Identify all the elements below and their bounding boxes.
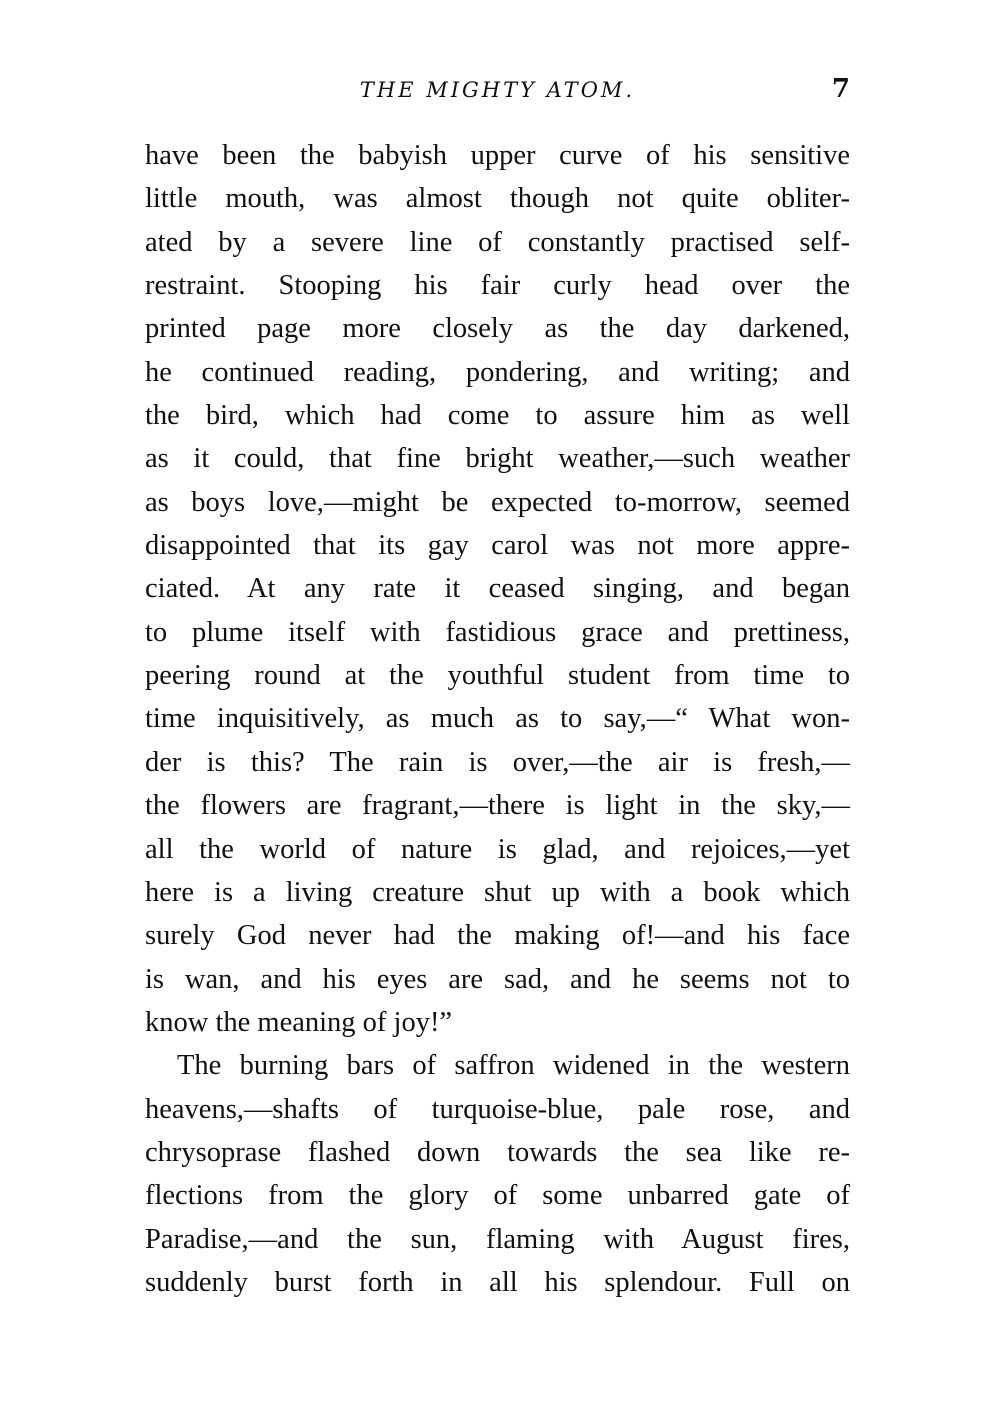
text-line: surely God never had the making of!—and his face (145, 920, 850, 952)
body-text (145, 134, 850, 1304)
text-line: printed page more closely as the day darkened, (145, 313, 850, 345)
page-number: 7 (831, 74, 850, 104)
text-line: disappointed that its gay carol was not more appre- (145, 530, 850, 562)
text-line: flections from the glory of some unbarred gate of (145, 1180, 850, 1212)
text-line: time inquisitively, as much as to say,—“ What won- (145, 703, 850, 735)
text-line: heavens,—shafts of turquoise-blue, pale rose, and (145, 1093, 850, 1125)
text-line: restraint. Stooping his fair curly head over the (145, 270, 850, 302)
text-line: chrysoprase flashed down towards the sea like re- (145, 1136, 850, 1168)
text-line: little mouth, was almost though not quite obliter- (145, 183, 850, 215)
paragraph-2 (145, 1044, 850, 1304)
text-line: The burning bars of saffron widened in the western (177, 1050, 850, 1082)
text-line: suddenly burst forth in all his splendour. Full on (145, 1266, 850, 1298)
text-line: have been the babyish upper curve of his sensitive (145, 140, 850, 171)
text-line: here is a living creature shut up with a book which (145, 876, 850, 908)
text-line: the bird, which had come to assure him as well (145, 400, 850, 432)
text-line: is wan, and his eyes are sad, and he seems not to (145, 963, 850, 995)
text-line: to plume itself with fastidious grace and prettiness, (145, 616, 850, 648)
running-title: THE MIGHTY ATOM. (359, 78, 636, 102)
paragraph-1 (145, 134, 850, 1044)
text-line: ated by a severe line of constantly practised self- (145, 226, 850, 258)
text-line: ciated. At any rate it ceased singing, and began (145, 573, 850, 605)
text-line: all the world of nature is glad, and rejoices,—yet (145, 833, 850, 865)
text-line: as boys love,—might be expected to-morrow, seemed (145, 486, 850, 518)
text-line: know the meaning of joy!” (145, 1006, 453, 1038)
text-line: as it could, that fine bright weather,—such weather (145, 443, 850, 475)
running-head (145, 74, 850, 110)
text-line: Paradise,—and the sun, flaming with August fires, (145, 1223, 850, 1255)
text-line: der is this? The rain is over,—the air is fresh,— (145, 746, 850, 778)
text-line: peering round at the youthful student from time to (145, 660, 850, 692)
text-line: he continued reading, pondering, and writing; and (145, 356, 850, 388)
text-line: the flowers are fragrant,—there is light in the sky,— (145, 790, 850, 822)
